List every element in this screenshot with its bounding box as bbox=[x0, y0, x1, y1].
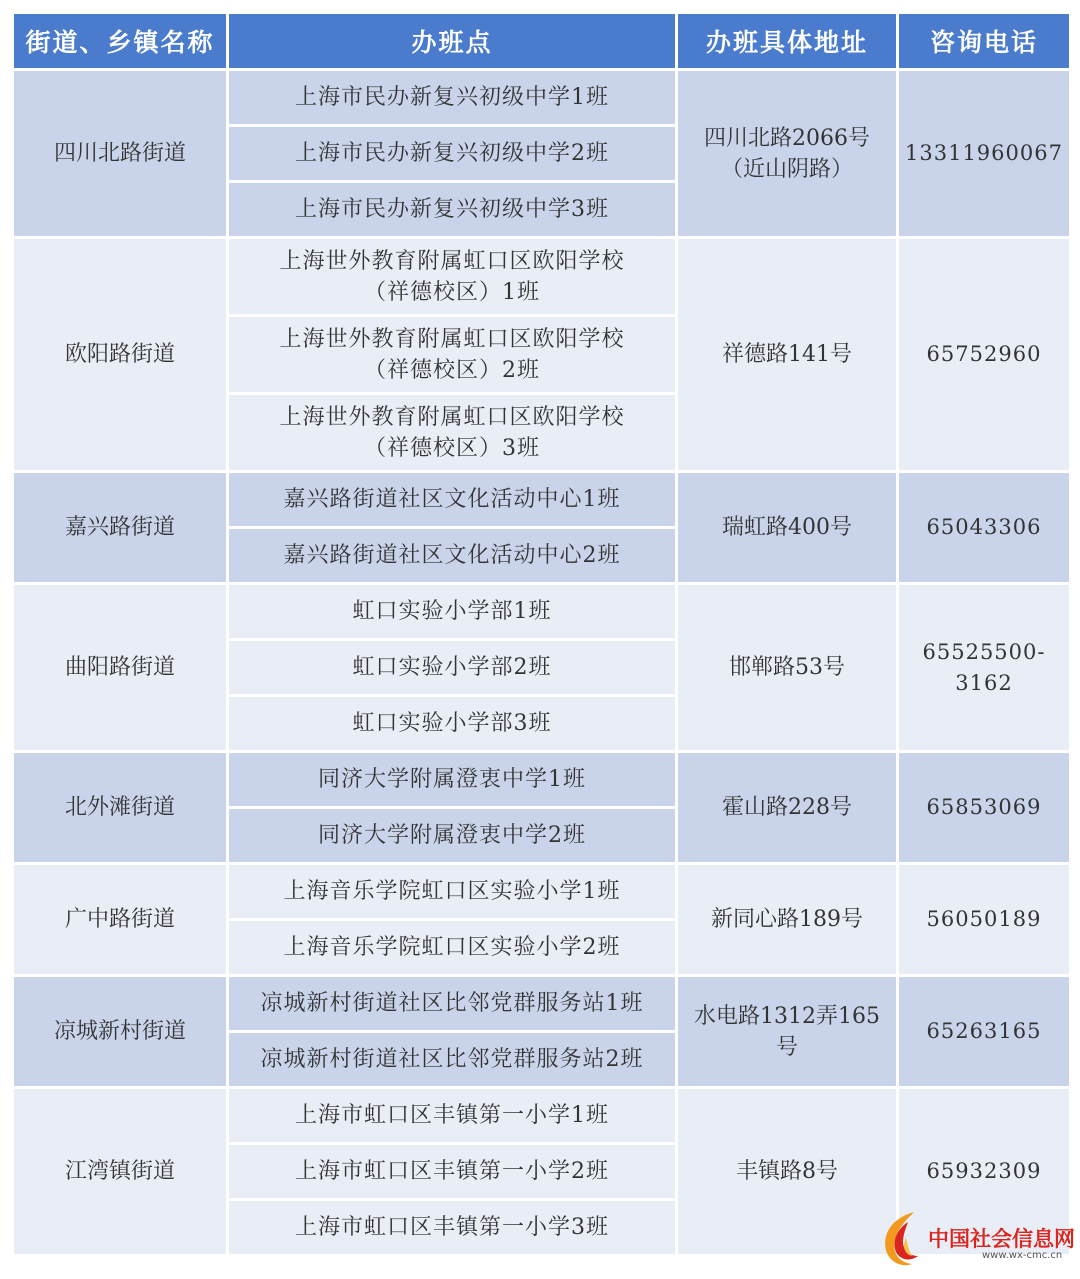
phone-line: 65853069 bbox=[926, 795, 1042, 819]
site-line: 上海市民办新复兴初级中学2班 bbox=[295, 141, 609, 166]
address-cell bbox=[678, 977, 896, 1086]
address-line: 号 bbox=[775, 1034, 798, 1060]
address-cell bbox=[678, 239, 896, 470]
table-row bbox=[14, 865, 1069, 918]
district-cell: 北外滩街道 bbox=[14, 753, 226, 862]
site-cell bbox=[229, 1145, 675, 1198]
site-line: 上海世外教育附属虹口区欧阳学校 bbox=[279, 248, 625, 274]
address-cell bbox=[678, 71, 896, 236]
district-cell: 凉城新村街道 bbox=[14, 977, 226, 1086]
site-cell bbox=[229, 183, 675, 236]
address-line: 水电路1312弄165 bbox=[694, 1003, 880, 1029]
site-line: （祥德校区）2班 bbox=[364, 357, 540, 383]
address-line: 霍山路228号 bbox=[722, 795, 852, 820]
header-phone: 咨询电话 bbox=[899, 14, 1069, 68]
site-line: 虹口实验小学部2班 bbox=[352, 655, 552, 680]
phone-line: 13311960067 bbox=[905, 141, 1063, 165]
site-cell bbox=[229, 1033, 675, 1086]
phone-cell bbox=[899, 473, 1069, 582]
site-cell bbox=[229, 1201, 675, 1254]
site-cell bbox=[229, 865, 675, 918]
table-row bbox=[14, 977, 1069, 1030]
site-line: 同济大学附属澄衷中学2班 bbox=[318, 823, 586, 848]
phone-cell bbox=[899, 753, 1069, 862]
header-site: 办班点 bbox=[229, 14, 675, 68]
phone-line: 56050189 bbox=[926, 907, 1042, 931]
site-line: （祥德校区）1班 bbox=[364, 279, 540, 305]
district-cell: 欧阳路街道 bbox=[14, 239, 226, 470]
site-line: 嘉兴路街道社区文化活动中心2班 bbox=[283, 543, 621, 568]
phone-line: 3162 bbox=[955, 670, 1013, 695]
district-cell: 广中路街道 bbox=[14, 865, 226, 974]
phone-cell bbox=[899, 865, 1069, 974]
site-cell bbox=[229, 127, 675, 180]
site-cell bbox=[229, 585, 675, 638]
site-cell bbox=[229, 977, 675, 1030]
watermark bbox=[878, 1206, 1078, 1272]
site-cell bbox=[229, 753, 675, 806]
site-line: 虹口实验小学部3班 bbox=[352, 711, 552, 736]
district-cell: 嘉兴路街道 bbox=[14, 473, 226, 582]
phone-line: 65043306 bbox=[926, 515, 1042, 539]
table-row bbox=[14, 753, 1069, 806]
district-cell: 曲阳路街道 bbox=[14, 585, 226, 750]
address-line: 新同心路189号 bbox=[711, 907, 863, 932]
table-row bbox=[14, 1089, 1069, 1142]
site-cell bbox=[229, 317, 675, 392]
site-cell bbox=[229, 697, 675, 750]
table-header-row bbox=[14, 14, 1069, 68]
class-schedule-table bbox=[11, 11, 1072, 1257]
site-line: 嘉兴路街道社区文化活动中心1班 bbox=[283, 487, 621, 512]
site-cell bbox=[229, 921, 675, 974]
address-line: 祥德路141号 bbox=[722, 342, 852, 367]
address-line: 邯郸路53号 bbox=[729, 655, 845, 680]
site-line: 上海市虹口区丰镇第一小学2班 bbox=[295, 1159, 609, 1184]
table-body bbox=[14, 71, 1069, 1254]
district-cell: 四川北路街道 bbox=[14, 71, 226, 236]
header-district: 街道、乡镇名称 bbox=[14, 14, 226, 68]
phone-cell bbox=[899, 71, 1069, 236]
site-line: 上海市虹口区丰镇第一小学1班 bbox=[295, 1103, 609, 1128]
address-cell bbox=[678, 753, 896, 862]
site-line: 凉城新村街道社区比邻党群服务站1班 bbox=[260, 991, 644, 1016]
flame-logo-icon bbox=[878, 1208, 930, 1270]
phone-cell bbox=[899, 239, 1069, 470]
site-cell bbox=[229, 529, 675, 582]
phone-line: 65752960 bbox=[926, 342, 1042, 366]
address-cell bbox=[678, 585, 896, 750]
site-cell bbox=[229, 809, 675, 862]
site-line: 上海世外教育附属虹口区欧阳学校 bbox=[279, 404, 625, 430]
site-cell bbox=[229, 239, 675, 314]
address-line: 丰镇路8号 bbox=[736, 1159, 838, 1184]
address-line: 瑞虹路400号 bbox=[722, 515, 852, 540]
site-cell bbox=[229, 641, 675, 694]
site-line: 上海世外教育附属虹口区欧阳学校 bbox=[279, 326, 625, 352]
district-cell: 江湾镇街道 bbox=[14, 1089, 226, 1254]
address-line: （近山阴路） bbox=[720, 156, 853, 182]
site-cell bbox=[229, 395, 675, 470]
site-cell bbox=[229, 1089, 675, 1142]
site-line: 凉城新村街道社区比邻党群服务站2班 bbox=[260, 1047, 644, 1072]
site-line: 上海市虹口区丰镇第一小学3班 bbox=[295, 1215, 609, 1240]
phone-line: 65932309 bbox=[926, 1159, 1042, 1183]
table-row bbox=[14, 239, 1069, 314]
site-cell bbox=[229, 473, 675, 526]
site-line: （祥德校区）3班 bbox=[364, 435, 540, 461]
site-line: 上海市民办新复兴初级中学3班 bbox=[295, 197, 609, 222]
site-line: 虹口实验小学部1班 bbox=[352, 599, 552, 624]
table-row bbox=[14, 473, 1069, 526]
phone-line: 65263165 bbox=[926, 1019, 1042, 1043]
table-row bbox=[14, 585, 1069, 638]
address-cell bbox=[678, 865, 896, 974]
site-line: 同济大学附属澄衷中学1班 bbox=[318, 767, 586, 792]
site-line: 上海音乐学院虹口区实验小学2班 bbox=[283, 935, 621, 960]
table-row bbox=[14, 71, 1069, 124]
phone-cell bbox=[899, 585, 1069, 750]
address-cell bbox=[678, 1089, 896, 1254]
site-line: 上海市民办新复兴初级中学1班 bbox=[295, 85, 609, 110]
phone-cell bbox=[899, 977, 1069, 1086]
header-address: 办班具体地址 bbox=[678, 14, 896, 68]
address-cell bbox=[678, 473, 896, 582]
phone-line: 65525500- bbox=[922, 639, 1046, 664]
site-line: 上海音乐学院虹口区实验小学1班 bbox=[283, 879, 621, 904]
site-cell bbox=[229, 71, 675, 124]
address-line: 四川北路2066号 bbox=[704, 125, 870, 151]
watermark-site-name: 中国社会信息网 bbox=[928, 1227, 1075, 1251]
watermark-url: www.wx-cmc.cn bbox=[982, 1250, 1063, 1261]
